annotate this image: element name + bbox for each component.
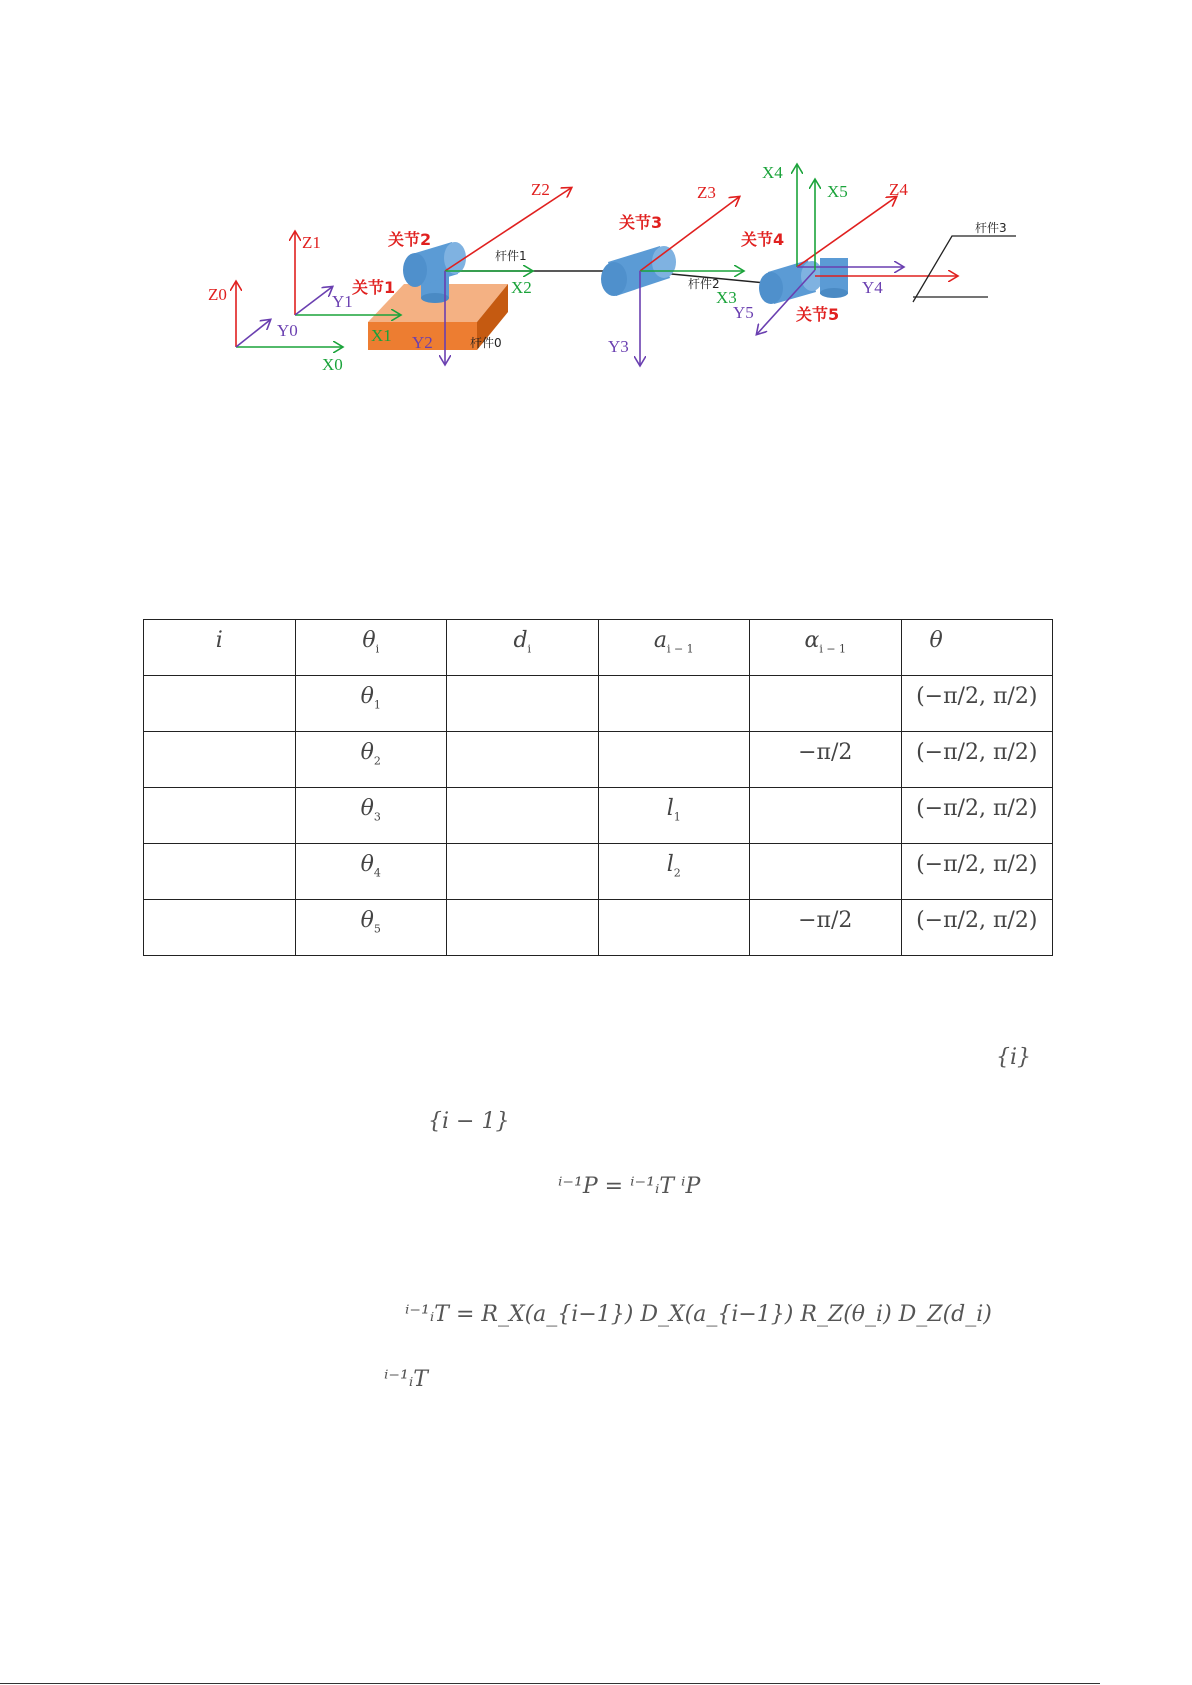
label-link-1: 杆件1 (495, 249, 527, 263)
link-3-plane (913, 236, 1016, 302)
joint-5-cylinder (820, 258, 848, 298)
frame-4 (797, 165, 903, 267)
cell-a: $l_2$ (598, 844, 750, 900)
label-link-0: 杆件0 (470, 336, 502, 350)
cell-theta: $\theta_2$ (295, 732, 447, 788)
label-joint-5: 关节5 (796, 305, 840, 324)
cell-d (447, 844, 599, 900)
cell-d (447, 676, 599, 732)
label-joint-2: 关节2 (388, 230, 432, 249)
label-z1: Z1 (302, 233, 321, 252)
cell-d (447, 788, 599, 844)
cell-i (144, 900, 296, 956)
header-i: i (144, 620, 296, 676)
footer-rule (0, 1683, 1100, 1684)
label-x4: X4 (762, 163, 783, 182)
frame-i-symbol: {i} (996, 1045, 1032, 1070)
label-z2: Z2 (531, 180, 550, 199)
label-x5: X5 (827, 182, 848, 201)
cell-range: (−π/2, π/2) (901, 732, 1053, 788)
label-y2: Y2 (412, 333, 433, 352)
cell-i (144, 676, 296, 732)
table-row (144, 844, 1053, 900)
table-row (144, 900, 1053, 956)
header-a-i-1: $a_{i - 1}$ (598, 620, 750, 676)
label-joint-3: 关节3 (619, 213, 663, 232)
cell-range: (−π/2, π/2) (901, 900, 1053, 956)
cell-alpha: −π/2 (750, 900, 902, 956)
label-z0: Z0 (208, 285, 227, 304)
label-z4: Z4 (889, 180, 908, 199)
label-link-2: 杆件2 (688, 277, 720, 291)
cell-alpha (750, 844, 902, 900)
table-row (144, 732, 1053, 788)
label-y0: Y0 (277, 321, 298, 340)
transform-matrix-symbol: ⁱ⁻¹ᵢT (384, 1367, 428, 1392)
label-joint-1: 关节1 (352, 278, 396, 297)
cell-theta: $\theta_3$ (295, 788, 447, 844)
label-y5: Y5 (733, 303, 754, 322)
cell-range: (−π/2, π/2) (901, 788, 1053, 844)
cell-i (144, 788, 296, 844)
label-y3: Y3 (608, 337, 629, 356)
cell-theta: $\theta_4$ (295, 844, 447, 900)
label-x3: X3 (716, 288, 737, 307)
cell-a (598, 900, 750, 956)
cell-theta: $\theta_1$ (295, 676, 447, 732)
cell-a (598, 732, 750, 788)
table-row (144, 788, 1053, 844)
robot-arm-kinematic-diagram (0, 0, 1192, 420)
header-d-i: $d_i$ (447, 620, 599, 676)
cell-range: (−π/2, π/2) (901, 676, 1053, 732)
label-x1: X1 (371, 326, 392, 345)
cell-i (144, 732, 296, 788)
dh-parameter-table (143, 619, 1053, 956)
label-y4: Y4 (862, 278, 883, 297)
label-joint-4: 关节4 (741, 230, 785, 249)
cell-range: (−π/2, π/2) (901, 844, 1053, 900)
cell-alpha (750, 676, 902, 732)
label-link-3: 杆件3 (975, 221, 1007, 235)
table-header-row (144, 620, 1053, 676)
header-alpha-i-1: $\alpha_{i - 1}$ (750, 620, 902, 676)
cell-d (447, 732, 599, 788)
dh-product-equation: ⁱ⁻¹ᵢT = R_X(a_{i−1}) D_X(a_{i−1}) R_Z(θ_i) D_Z(d_i) (405, 1302, 992, 1327)
footer-rule-end (1086, 1683, 1098, 1684)
transform-equation: ⁱ⁻¹P = ⁱ⁻¹ᵢT ⁱP (558, 1174, 701, 1199)
cell-i (144, 844, 296, 900)
cell-d (447, 900, 599, 956)
cell-a (598, 676, 750, 732)
cell-theta: $\theta_5$ (295, 900, 447, 956)
label-x0: X0 (322, 355, 343, 374)
cell-alpha (750, 788, 902, 844)
label-y1: Y1 (332, 292, 353, 311)
frame-5 (757, 180, 957, 334)
header-theta-range: θ (901, 620, 1053, 676)
cell-a: $l_1$ (598, 788, 750, 844)
label-z3: Z3 (697, 183, 716, 202)
header-theta-i: $\theta_i$ (295, 620, 447, 676)
frame-i-minus-1-symbol: {i − 1} (428, 1109, 510, 1134)
table-row (144, 676, 1053, 732)
label-x2: X2 (511, 278, 532, 297)
cell-alpha: −π/2 (750, 732, 902, 788)
